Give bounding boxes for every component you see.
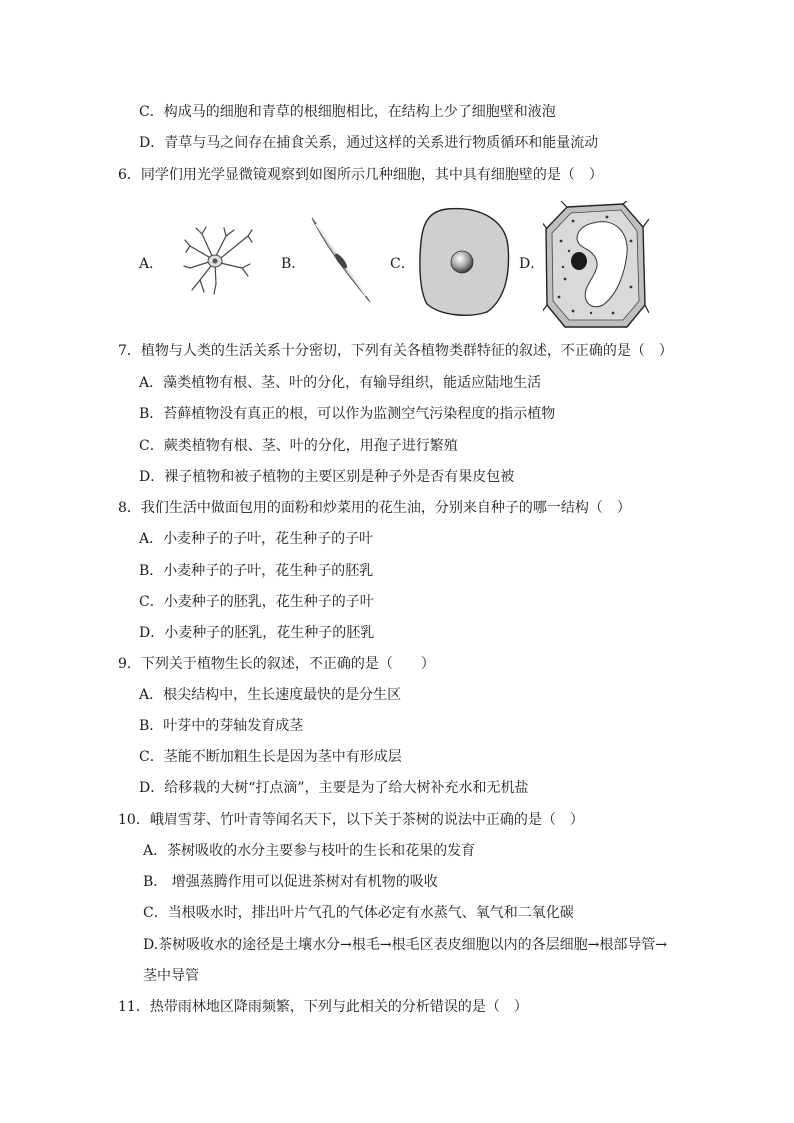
plant-cell-icon — [543, 201, 649, 331]
option-5c: C．构成马的细胞和青草的根细胞相比，在结构上少了细胞壁和液泡 — [139, 104, 556, 120]
question-9: 9．下列关于植物生长的叙述，不正确的是（ ） — [118, 656, 435, 672]
animal-cell-icon — [417, 206, 511, 318]
option-5d: D．青草与马之间存在捕食关系，通过这样的关系进行物质循环和能量流动 — [139, 135, 599, 151]
option-9b: B．叶芽中的芽轴发育成茎 — [139, 718, 304, 734]
option-8d: D．小麦种子的胚乳，花生种子的胚乳 — [139, 625, 375, 641]
figure-label-a: A． — [139, 256, 164, 272]
option-8b: B．小麦种子的子叶，花生种子的胚乳 — [139, 563, 374, 579]
option-9d: D．给移栽的大树“打点滴”，主要是为了给大树补充水和无机盐 — [139, 780, 529, 796]
option-10b: B． 增强蒸腾作用可以促进茶树对有机物的吸收 — [143, 874, 438, 890]
option-9a: A．根尖结构中，生长速度最快的是分生区 — [139, 687, 402, 703]
neuron-cell-icon — [182, 224, 254, 296]
option-10d-line2: 茎中导管 — [143, 968, 199, 984]
figure-label-d: D． — [519, 256, 545, 272]
option-8a: A．小麦种子的子叶，花生种子的子叶 — [139, 531, 374, 547]
figure-label-b: B． — [281, 256, 306, 272]
figure-label-c: C． — [390, 256, 415, 272]
question-7: 7．植物与人类的生活关系十分密切，下列有关各植物类群特征的叙述，不正确的是（ ） — [118, 343, 673, 359]
option-7b: B．苔藓植物没有真正的根，可以作为监测空气污染程度的指示植物 — [139, 406, 556, 422]
option-10a: A．茶树吸收的水分主要参与枝叶的生长和花果的发育 — [143, 843, 476, 859]
question-10: 10．峨眉雪芽、竹叶青等闻名天下，以下关于茶树的说法中正确的是（ ） — [118, 812, 584, 828]
option-10d-line1: D.茶树吸收水的途径是土壤水分→根毛→根毛区表皮细胞以内的各层细胞→根部导管→ — [143, 937, 668, 953]
muscle-cell-icon — [306, 214, 376, 306]
question-8: 8．我们生活中做面包用的面粉和炒菜用的花生油，分别来自种子的哪一结构（ ） — [118, 500, 631, 516]
option-10c: C．当根吸水时，排出叶片气孔的气体必定有水蒸气、氧气和二氧化碳 — [143, 905, 574, 921]
option-7a: A．藻类植物有根、茎、叶的分化，有输导组织，能适应陆地生活 — [139, 375, 542, 391]
question-6: 6．同学们用光学显微镜观察到如图所示几种细胞，其中具有细胞壁的是（ ） — [118, 167, 603, 183]
option-8c: C．小麦种子的胚乳，花生种子的子叶 — [139, 594, 374, 610]
option-7d: D．裸子植物和被子植物的主要区别是种子外是否有果皮包被 — [139, 469, 515, 485]
question-11: 11．热带雨林地区降雨频繁，下列与此相关的分析错误的是（ ） — [118, 999, 528, 1015]
option-9c: C．茎能不断加粗生长是因为茎中有形成层 — [139, 749, 402, 765]
option-7c: C．蕨类植物有根、茎、叶的分化，用孢子进行繁殖 — [139, 438, 458, 454]
